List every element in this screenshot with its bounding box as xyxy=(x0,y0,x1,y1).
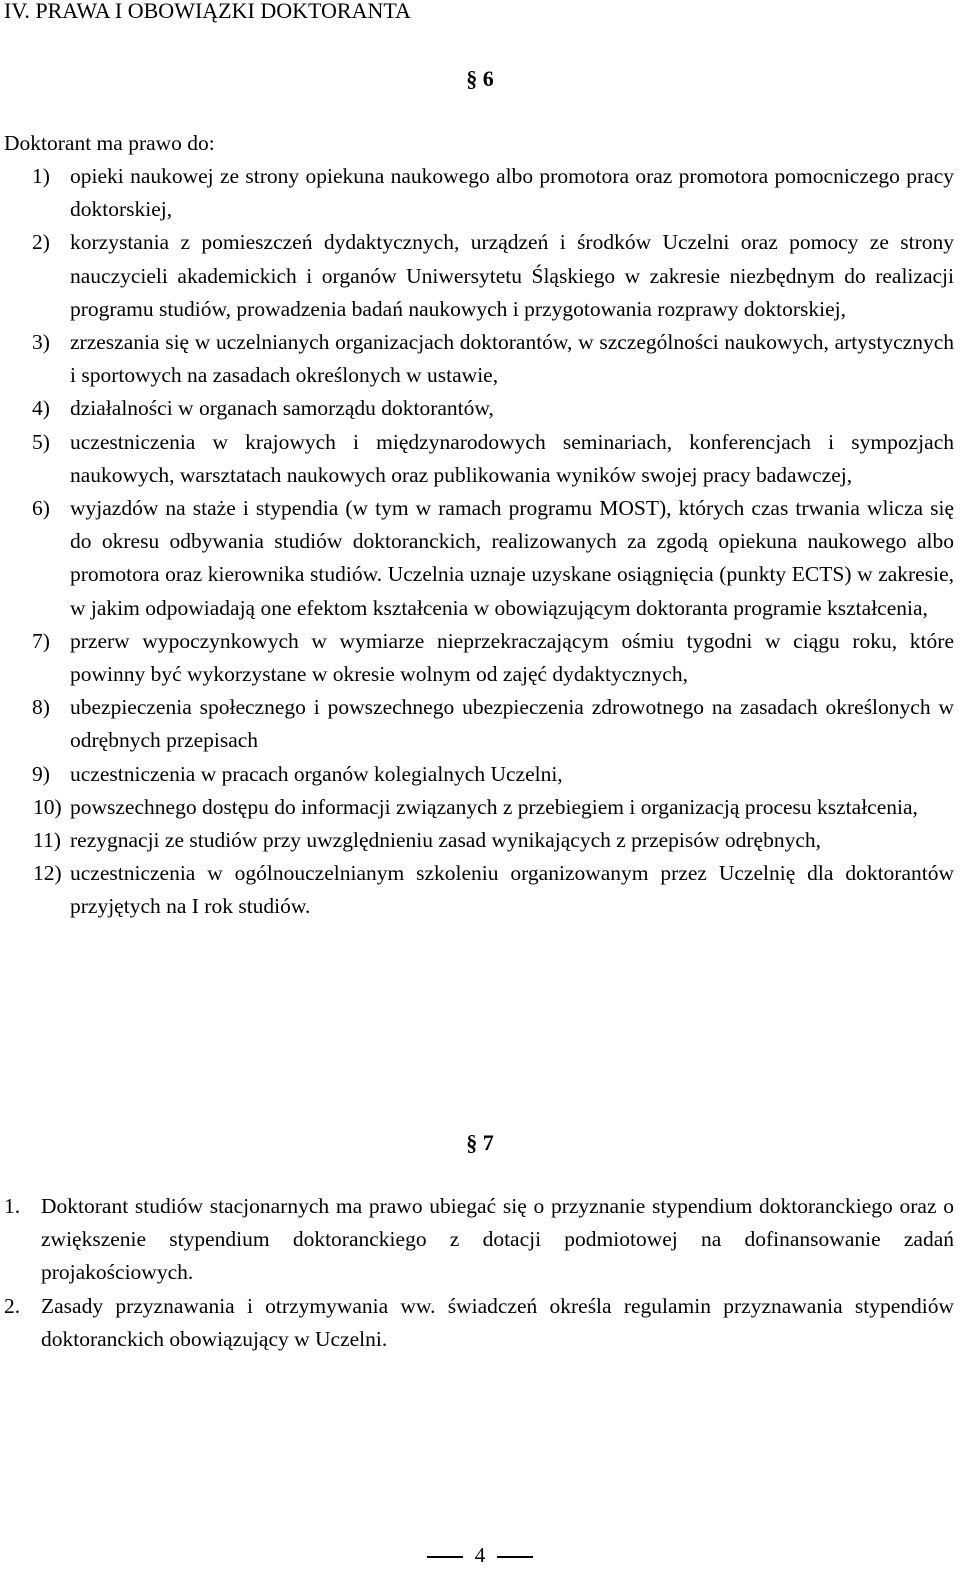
list-item-number: 2) xyxy=(32,230,50,255)
list-item-number: 6) xyxy=(32,496,50,521)
list-item xyxy=(4,226,954,326)
footer-dash-right xyxy=(497,1556,533,1558)
section-6-heading: § 6 xyxy=(466,66,494,91)
list-item-number: 12) xyxy=(33,861,62,886)
list-item-text: Zasady przyznawania i otrzymywania ww. świadczeń określa regulamin przyznawania stypendiów doktoranckich obowiązujący w Uczelni. xyxy=(41,1293,954,1351)
list-item xyxy=(4,791,954,824)
list-item xyxy=(4,492,954,625)
list-item-number: 10) xyxy=(33,794,62,819)
list-item-text: zrzeszania się w uczelnianych organizacjach doktorantów, w szczególności naukowych, artystycznych i sportowych na zasadach określonych w ustawie, xyxy=(70,330,954,388)
list-item-text: uczestniczenia w pracach organów kolegialnych Uczelni, xyxy=(70,761,563,786)
list-item-number: 7) xyxy=(32,628,50,653)
list-item-number: 5) xyxy=(32,429,50,454)
list-item-number: 9) xyxy=(32,761,50,786)
chapter-title: IV. PRAWA I OBOWIĄZKI DOKTORANTA xyxy=(4,0,411,23)
list-item xyxy=(4,758,954,791)
list-item-text: powszechnego dostępu do informacji związanych z przebiegiem i organizacją procesu kształcenia, xyxy=(70,794,918,819)
list-item-text: ubezpieczenia społecznego i powszechnego ubezpieczenia zdrowotnego na zasadach określonych w odrębnych przepisach xyxy=(70,695,954,753)
list-item xyxy=(4,160,954,226)
section-7-heading: § 7 xyxy=(466,1130,494,1155)
list-item xyxy=(4,1190,954,1290)
list-item-text: rezygnacji ze studiów przy uwzględnieniu zasad wynikających z przepisów odrębnych, xyxy=(70,828,822,853)
list-item xyxy=(4,857,954,923)
list-item-text: działalności w organach samorządu doktorantów, xyxy=(70,396,494,421)
list-item-text: korzystania z pomieszczeń dydaktycznych, urządzeń i środków Uczelni oraz pomocy ze strony nauczycieli akademickich i organów Uniwersytetu Śląskiego w zakresie niezbędnym do realizacji programu studiów, prowadzenia badań naukowych i przygotowania rozprawy doktorskiej, xyxy=(70,230,954,321)
list-item xyxy=(4,625,954,691)
list-item xyxy=(4,691,954,757)
page-number: 4 xyxy=(474,1543,486,1567)
list-item-text: uczestniczenia w krajowych i międzynarodowych seminariach, konferencjach i sympozjach naukowych, warsztatach naukowych oraz publikowania wyników swojej pracy badawczej, xyxy=(70,429,954,487)
list-item-text: wyjazdów na staże i stypendia (w tym w ramach programu MOST), których czas trwania wlicza się do okresu odbywania studiów doktoranckich, realizowanych za zgodą opiekuna naukowego albo promotora oraz kierownika studiów. Uczelnia uznaje uzyskane osiągnięcia (punkty ECTS) w zakresie, w jakim odpowiadają one efektom kształcenia w obowiązującym doktoranta programie kształcenia, xyxy=(70,496,954,620)
list-item-number: 3) xyxy=(32,330,50,355)
list-item-text: uczestniczenia w ogólnouczelnianym szkoleniu organizowanym przez Uczelnię dla doktorantów przyjętych na I rok studiów. xyxy=(70,861,954,919)
list-item-text: przerw wypoczynkowych w wymiarze nieprzekraczającym ośmiu tygodni w ciągu roku, które powinny być wykorzystane w okresie wolnym od zajęć dydaktycznych, xyxy=(70,628,954,687)
section-7-list xyxy=(4,1190,954,1356)
section-6-intro: Doktorant ma prawo do: xyxy=(4,131,215,155)
list-item xyxy=(4,392,954,425)
list-item-text: Doktorant studiów stacjonarnych ma prawo ubiegać się o przyznanie stypendium doktoranckiego oraz o zwiększenie stypendium doktoranckiego z dotacji podmiotowej na dofinansowanie zadań projakościowych. xyxy=(41,1194,954,1285)
list-item xyxy=(4,426,954,492)
list-item xyxy=(4,824,954,857)
list-item-number: 1. xyxy=(4,1194,21,1218)
list-item-number: 2. xyxy=(4,1293,21,1318)
list-item xyxy=(4,326,954,392)
list-item xyxy=(4,1290,954,1356)
list-item-number: 1) xyxy=(32,164,50,188)
list-item-number: 4) xyxy=(32,396,50,421)
list-item-number: 8) xyxy=(32,695,50,720)
page-footer xyxy=(0,1540,960,1570)
section-6-list xyxy=(4,160,954,924)
list-item-text: opieki naukowej ze strony opiekuna naukowego albo promotora oraz promotora pomocniczego pracy doktorskiej, xyxy=(70,164,954,222)
list-item-number: 11) xyxy=(33,828,61,853)
footer-dash-left xyxy=(427,1556,463,1558)
